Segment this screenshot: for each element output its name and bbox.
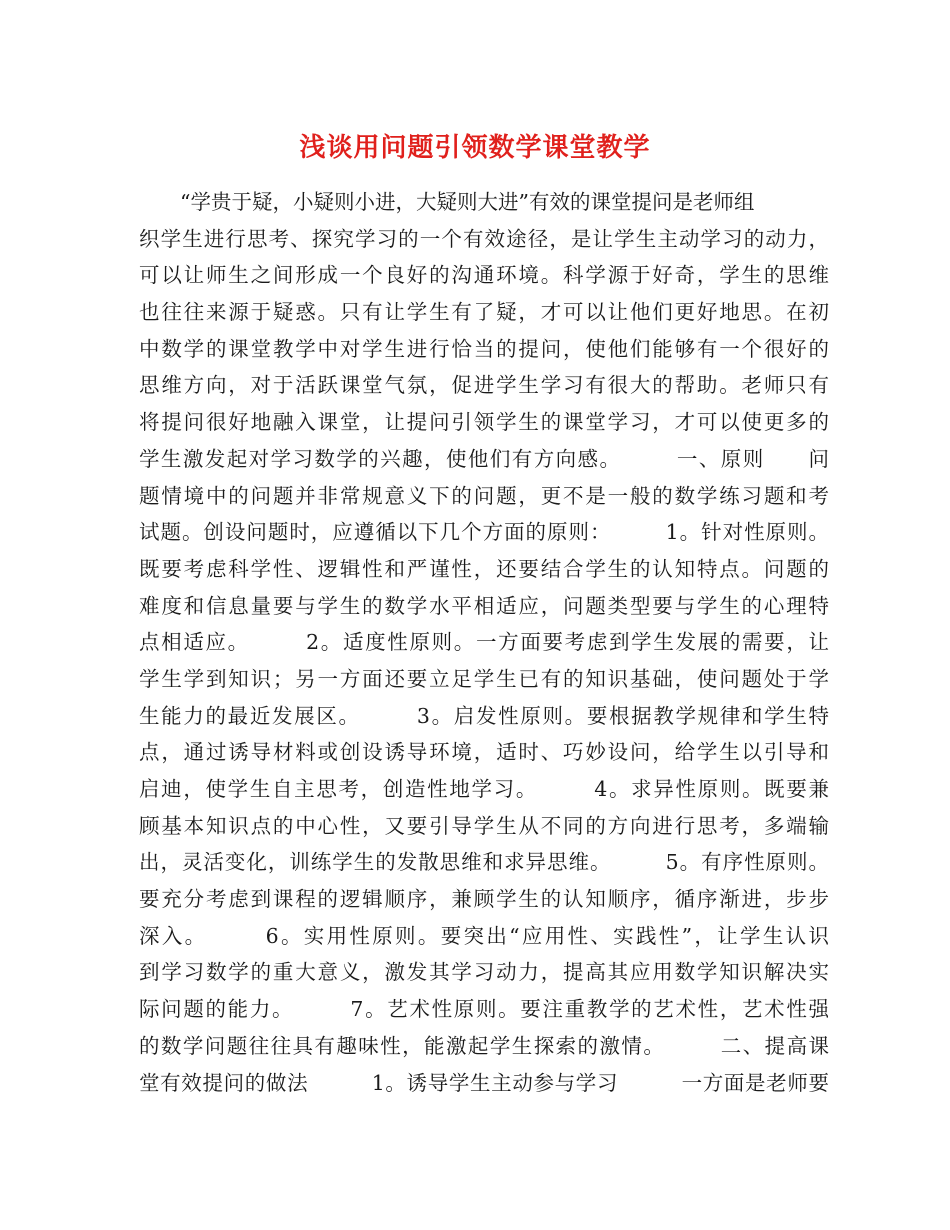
body-line: 学生激发起对学习数学的兴趣，使他们有方向感。 一、原则 问 bbox=[139, 446, 829, 471]
body-line: 的数学问题往往具有趣味性，能激起学生探索的激情。 二、提高课 bbox=[139, 1033, 829, 1058]
body-line: 既要考虑科学性、逻辑性和严谨性，还要结合学生的认知特点。问题的 bbox=[139, 556, 829, 581]
body-line: 堂有效提问的做法 1。诱导学生主动参与学习 一方面是老师要 bbox=[139, 1070, 829, 1095]
body-line: 点相适应。 2。适度性原则。一方面要考虑到学生发展的需要，让 bbox=[139, 630, 829, 655]
body-line: 难度和信息量要与学生的数学水平相适应，问题类型要与学生的心理特 bbox=[139, 593, 829, 618]
body-line: 深入。 6。实用性原则。要突出“应用性、实践性”，让学生认识 bbox=[139, 923, 829, 948]
body-line: 顾基本知识点的中心性，又要引导学生从不同的方向进行思考，多端输 bbox=[139, 813, 829, 838]
body-line: 学生学到知识；另一方面还要立足学生已有的知识基础，使问题处于学 bbox=[139, 666, 829, 691]
body-line: 要充分考虑到课程的逻辑顺序，兼顾学生的认知顺序，循序渐进，步步 bbox=[139, 887, 829, 912]
body-line: 点，通过诱导材料或创设诱导环境，适时、巧妙设问，给学生以引导和 bbox=[139, 740, 829, 765]
body-line: 织学生进行思考、探究学习的一个有效途径，是让学生主动学习的动力， bbox=[139, 226, 829, 251]
document-title: 浅谈用问题引领数学课堂教学 bbox=[299, 133, 651, 163]
body-line: 试题。创设问题时，应遵循以下几个方面的原则： 1。针对性原则。 bbox=[139, 520, 829, 545]
body-line: 中数学的课堂教学中对学生进行恰当的提问，使他们能够有一个很好的 bbox=[139, 336, 829, 361]
body-line: 际问题的能力。 7。艺术性原则。要注重教学的艺术性，艺术性强 bbox=[139, 997, 829, 1022]
body-line: 出，灵活变化，训练学生的发散思维和求异思维。 5。有序性原则。 bbox=[139, 850, 829, 875]
body-line: 题情境中的问题并非常规意义下的问题，更不是一般的数学练习题和考 bbox=[139, 483, 829, 508]
body-line: 思维方向，对于活跃课堂气氛，促进学生学习有很大的帮助。老师只有 bbox=[139, 373, 829, 398]
body-line: 启迪，使学生自主思考，创造性地学习。 4。求异性原则。既要兼 bbox=[139, 777, 829, 801]
body-line: 也往往来源于疑惑。只有让学生有了疑，才可以让他们更好地思。在初 bbox=[139, 300, 829, 325]
body-line: 生能力的最近发展区。 3。启发性原则。要根据教学规律和学生特 bbox=[139, 703, 829, 728]
body-line: 可以让师生之间形成一个良好的沟通环境。科学源于好奇，学生的思维 bbox=[139, 263, 829, 288]
body-line: 将提问很好地融入课堂，让提问引领学生的课堂学习，才可以使更多的 bbox=[139, 410, 829, 435]
body-line: “学贵于疑，小疑则小进，大疑则大进”有效的课堂提问是老师组 bbox=[139, 190, 755, 214]
body-line: 到学习数学的重大意义，激发其学习动力，提高其应用数学知识解决实 bbox=[139, 960, 829, 985]
document-body bbox=[139, 184, 829, 1101]
